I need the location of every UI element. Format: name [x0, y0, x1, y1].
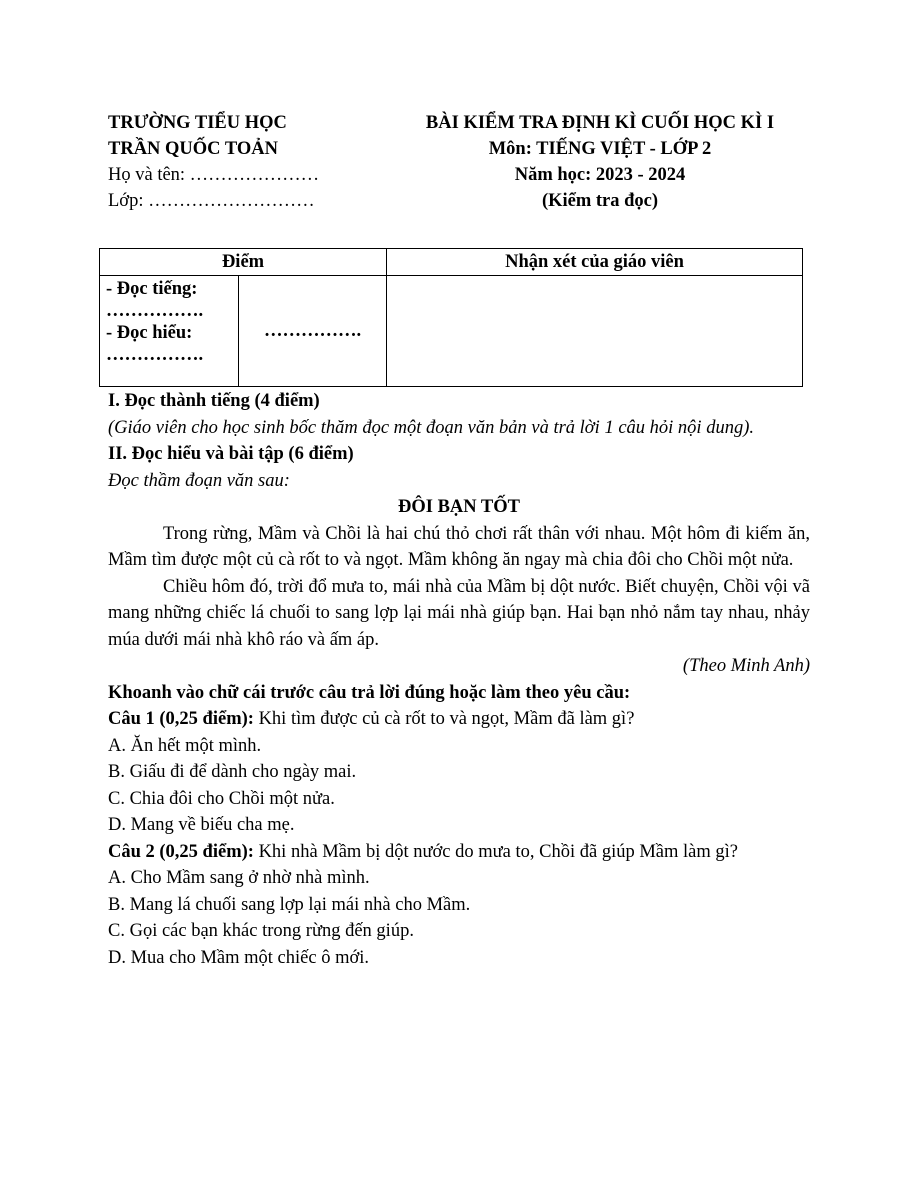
exam-type: (Kiểm tra đọc) [541, 191, 659, 211]
question-2-option-d[interactable]: D. Mua cho Mầm một chiếc ô mới. [108, 947, 370, 968]
reading-comprehension-score-field: ……………. [106, 345, 204, 365]
question-1-option-a[interactable]: A. Ăn hết một mình. [108, 735, 262, 756]
student-class-field: Lớp: ……………………… [108, 191, 315, 211]
reading-comprehension-label: - Đọc hiểu: [106, 323, 193, 343]
question-2-label: Câu 2 (0,25 điểm): [108, 841, 254, 862]
story-title: ĐÔI BẠN TỐT [398, 497, 520, 517]
score-table-body-row [100, 276, 803, 387]
section2-instruction: Đọc thầm đoạn văn sau: [108, 470, 290, 491]
section1-instruction: (Giáo viên cho học sinh bốc thăm đọc một đoạn văn bản và trả lời 1 câu hỏi nội dung). [108, 417, 754, 438]
student-name-field: Họ và tên: ………………… [108, 165, 320, 185]
exam-subject: Môn: TIẾNG VIỆT - LỚP 2 [488, 139, 712, 159]
exam-school-year: Năm học: 2023 - 2024 [514, 165, 686, 185]
score-column-header: Điểm [100, 249, 387, 276]
score-table-header-row [100, 249, 803, 276]
question-2-option-b[interactable]: B. Mang lá chuối sang lợp lại mái nhà cho Mầm. [108, 894, 471, 915]
exam-title: BÀI KIỂM TRA ĐỊNH KÌ CUỐI HỌC KÌ I [425, 113, 775, 133]
score-table [99, 248, 803, 387]
question-2-text: Khi nhà Mầm bị dột nước do mưa to, Chồi đã giúp Mầm làm gì? [253, 841, 738, 862]
school-name-line2: TRẦN QUỐC TOẢN [108, 139, 278, 159]
question-1-option-d[interactable]: D. Mang về biếu cha mẹ. [108, 815, 295, 835]
school-name-line1: TRƯỜNG TIỂU HỌC [108, 113, 287, 133]
exam-body [108, 388, 810, 971]
question-1-label: Câu 1 (0,25 điểm): [108, 709, 254, 729]
story-paragraph-2: Chiều hôm đó, trời đổ mưa to, mái nhà của Mầm bị dột nước. Biết chuyện, Chồi vội vã mang những chiếc lá chuối to sang lợp lại mái nhà giúp bạn. Hai bạn nhỏ nắm tay nhau, nhảy múa dưới mái nhà khô ráo và ấm áp. [108, 576, 810, 650]
question-2 [108, 839, 810, 972]
question-1 [108, 706, 810, 839]
question-2-option-a[interactable]: A. Cho Mầm sang ở nhờ nhà mình. [108, 868, 370, 888]
section1-title: I. Đọc thành tiếng (4 điểm) [108, 391, 320, 411]
question-1-option-c[interactable]: C. Chia đôi cho Chồi một nửa. [108, 788, 335, 809]
question-1-option-b[interactable]: B. Giấu đi để dành cho ngày mai. [108, 762, 357, 782]
total-score-field: ……………. [239, 276, 387, 387]
reading-aloud-label: - Đọc tiếng: [106, 279, 198, 299]
question-1-prompt [108, 706, 810, 733]
question-2-option-c[interactable]: C. Gọi các bạn khác trong rừng đến giúp. [108, 921, 414, 941]
question-2-prompt [108, 839, 810, 866]
question-1-text: Khi tìm được củ cà rốt to và ngọt, Mầm đã làm gì? [253, 709, 635, 729]
school-header [108, 110, 319, 214]
component-scores-cell [100, 276, 239, 387]
comment-column-header: Nhận xét của giáo viên [387, 249, 803, 276]
section2-title: II. Đọc hiểu và bài tập (6 điểm) [108, 444, 354, 464]
story-paragraph-1: Trong rừng, Mầm và Chồi là hai chú thỏ chơi rất thân với nhau. Một hôm đi kiếm ăn, Mầm tìm được một củ cà rốt to và ngọt. Mầm không ăn ngay mà chia đôi cho Chồi một nửa. [108, 523, 810, 570]
story-source: (Theo Minh Anh) [682, 656, 810, 676]
task-instruction: Khoanh vào chữ cái trước câu trả lời đúng hoặc làm theo yêu cầu: [108, 682, 631, 703]
reading-aloud-score-field: ……………. [106, 301, 204, 321]
teacher-comment-cell [387, 276, 803, 387]
exam-header [390, 110, 810, 214]
